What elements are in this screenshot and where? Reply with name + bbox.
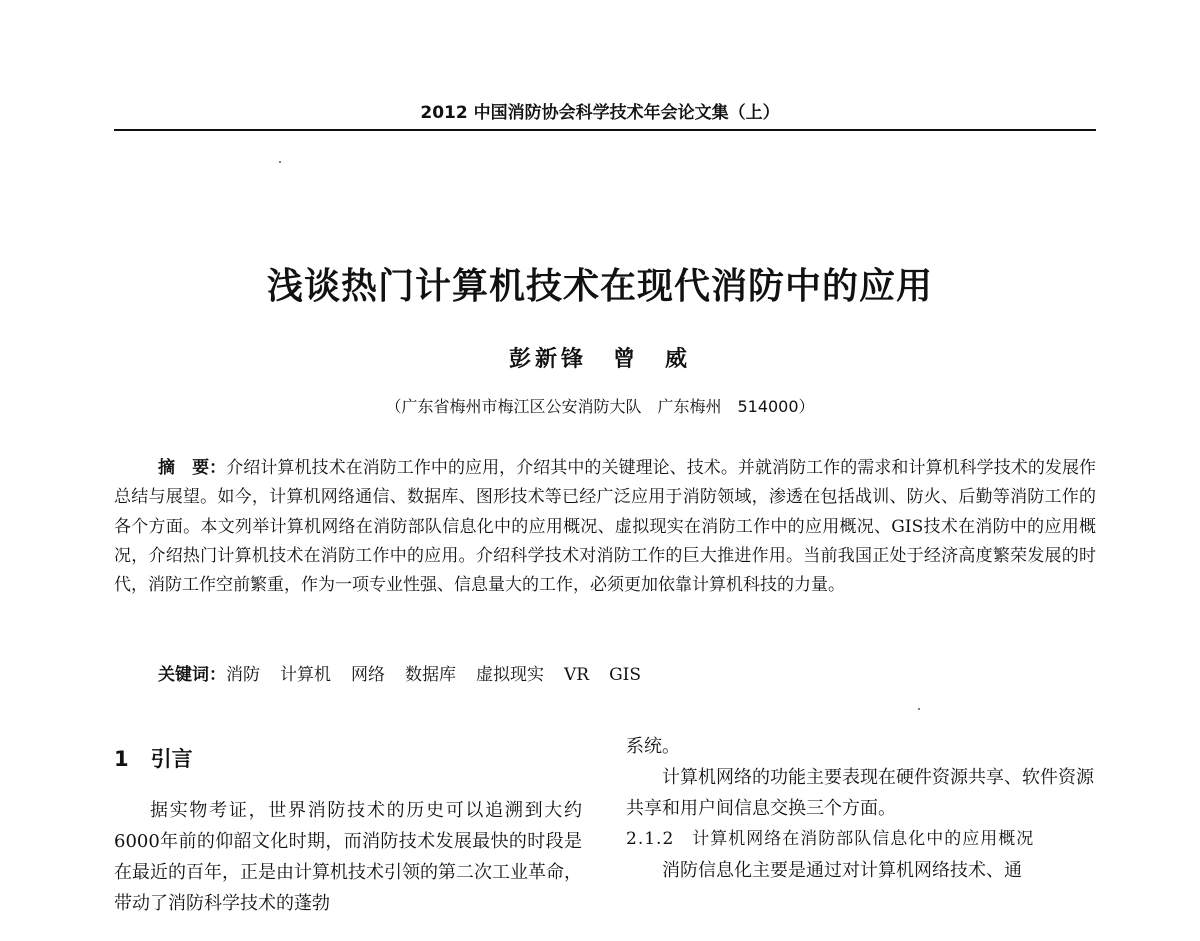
left-column — [114, 744, 582, 919]
section-heading — [114, 744, 582, 775]
keyword: VR — [564, 665, 590, 685]
running-header: 2012 中国消防协会科学技术年会论文集（上） — [420, 103, 780, 123]
keyword: 消防 — [226, 665, 260, 685]
header-rule — [114, 129, 1096, 131]
subsection-number: 2.1.2 — [626, 829, 675, 849]
network-paragraph: 计算机网络的功能主要表现在硬件资源共享、软件资源共享和用户间信息交换三个方面。 — [626, 767, 1094, 819]
keyword: 计算机 — [280, 665, 331, 685]
keywords — [158, 661, 1096, 689]
abstract-label: 摘 要： — [158, 458, 227, 478]
scan-speck — [918, 708, 920, 710]
keyword: 网络 — [351, 665, 385, 685]
subsection-title: 计算机网络在消防部队信息化中的应用概况 — [692, 829, 1035, 849]
paper-title: 浅谈热门计算机技术在现代消防中的应用 — [266, 266, 933, 307]
scan-speck — [279, 161, 281, 163]
section-title: 引言 — [150, 747, 193, 771]
subsection-heading — [626, 824, 1094, 855]
intro-paragraph: 据实物考证，世界消防技术的历史可以追溯到大约6000年前的仰韶文化时期，而消防技术发展最快的时段是在最近的百年，正是由计算机技术引领的第二次工业革命，带动了消防科学技术的蓬勃 — [114, 800, 582, 914]
keyword: 数据库 — [405, 665, 456, 685]
right-column — [626, 731, 1094, 886]
authors: 彭新锋 曾 威 — [508, 346, 691, 372]
keyword: 虚拟现实 — [476, 665, 544, 685]
section-number: 1 — [114, 747, 129, 771]
keyword: GIS — [609, 665, 642, 685]
informatization-paragraph: 消防信息化主要是通过对计算机网络技术、通 — [662, 860, 1022, 881]
keywords-label: 关键词： — [158, 665, 226, 685]
affiliation: （广东省梅州市梅江区公安消防大队 广东梅州 514000） — [385, 397, 815, 416]
abstract-text: 介绍计算机技术在消防工作中的应用，介绍其中的关键理论、技术。并就消防工作的需求和计算机科学技术的发展作总结与展望。如今，计算机网络通信、数据库、图形技术等已经广泛应用于消防领域，渗透在包括战训、防火、后勤等消防工作的各个方面。本文列举计算机网络在消防部队信息化中的应用概况、虚拟现实在消防工作中的应用概况、GIS技术在消防中的应用概况，介绍热门计算机技术在消防工作中的应用。介绍科学技术对消防工作的巨大推进作用。当前我国正处于经济高度繁荣发展的时代，消防工作空前繁重，作为一项专业性强、信息量大的工作，必须更加依靠计算机科技的力量。 — [114, 458, 1097, 596]
abstract — [114, 454, 1096, 600]
continued-text: 系统。 — [626, 736, 680, 757]
